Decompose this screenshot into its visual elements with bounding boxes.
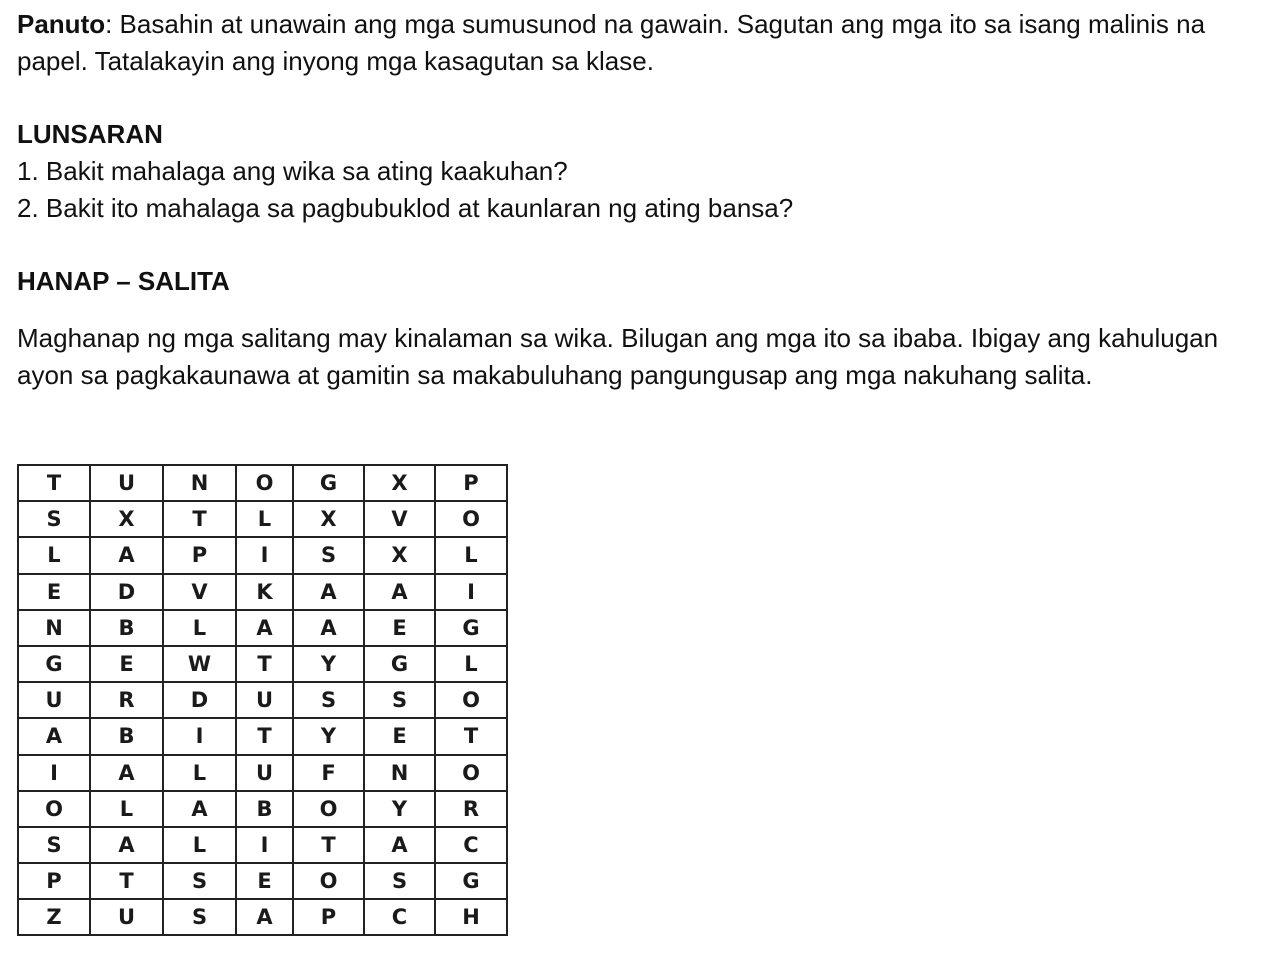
lunsaran-question-list [17,153,1267,227]
grid-cell[interactable]: G [293,465,364,501]
grid-cell[interactable]: B [90,610,163,646]
grid-cell[interactable]: Z [18,899,90,935]
grid-cell[interactable]: I [18,755,90,791]
grid-cell[interactable]: D [163,682,236,718]
grid-cell[interactable]: A [293,574,364,610]
grid-cell[interactable]: A [18,718,90,754]
grid-row [18,465,507,501]
grid-cell[interactable]: T [90,863,163,899]
grid-cell[interactable]: O [293,791,364,827]
grid-cell[interactable]: P [435,465,507,501]
grid-cell[interactable]: B [90,718,163,754]
grid-cell[interactable]: A [364,574,435,610]
instructions-label: Panuto [17,9,106,39]
grid-cell[interactable]: A [364,827,435,863]
grid-cell[interactable]: U [90,899,163,935]
grid-cell[interactable]: Y [364,791,435,827]
grid-cell[interactable]: S [18,827,90,863]
grid-cell[interactable]: U [90,465,163,501]
grid-cell[interactable]: A [90,755,163,791]
grid-cell[interactable]: O [435,682,507,718]
grid-row [18,863,507,899]
grid-cell[interactable]: C [435,827,507,863]
grid-cell[interactable]: T [293,827,364,863]
grid-cell[interactable]: T [163,501,236,537]
grid-row [18,574,507,610]
grid-cell[interactable]: G [18,646,90,682]
grid-row [18,682,507,718]
grid-cell[interactable]: T [236,646,293,682]
grid-cell[interactable]: E [364,718,435,754]
grid-cell[interactable]: L [163,610,236,646]
grid-cell[interactable]: S [293,537,364,573]
grid-cell[interactable]: X [293,501,364,537]
grid-cell[interactable]: P [163,537,236,573]
grid-cell[interactable]: F [293,755,364,791]
grid-cell[interactable]: P [293,899,364,935]
grid-row [18,537,507,573]
grid-cell[interactable]: I [163,718,236,754]
grid-cell[interactable]: S [18,501,90,537]
worksheet-page [17,6,1267,394]
grid-cell[interactable]: T [435,718,507,754]
grid-cell[interactable]: L [18,537,90,573]
grid-cell[interactable]: L [163,755,236,791]
grid-cell[interactable]: A [236,610,293,646]
grid-cell[interactable]: O [236,465,293,501]
grid-row [18,827,507,863]
grid-cell[interactable]: Y [293,718,364,754]
instructions-text: : Basahin at unawain ang mga sumusunod na gawain. Sagutan ang mga ito sa isang malinis na papel. Tatalakayin ang inyong mga kasagutan sa klase. [17,9,1206,76]
grid-cell[interactable]: A [90,537,163,573]
grid-cell[interactable]: Y [293,646,364,682]
word-search-grid-body [18,465,507,935]
hanap-salita-heading: HANAP – SALITA [17,266,230,296]
grid-cell[interactable]: N [163,465,236,501]
grid-cell[interactable]: B [236,791,293,827]
grid-cell[interactable]: W [163,646,236,682]
grid-cell[interactable]: N [18,610,90,646]
grid-cell[interactable]: X [90,501,163,537]
grid-row [18,610,507,646]
grid-cell[interactable]: S [163,899,236,935]
grid-cell[interactable]: K [236,574,293,610]
grid-cell[interactable]: U [236,755,293,791]
grid-cell[interactable]: U [236,682,293,718]
instructions-paragraph [17,6,1267,80]
grid-cell[interactable]: T [236,718,293,754]
grid-cell[interactable]: V [364,501,435,537]
grid-cell[interactable]: X [364,465,435,501]
grid-cell[interactable]: R [90,682,163,718]
grid-cell[interactable]: L [435,646,507,682]
grid-cell[interactable]: O [435,501,507,537]
grid-cell[interactable]: I [236,827,293,863]
word-search-grid [17,464,508,936]
grid-cell[interactable]: L [90,791,163,827]
grid-row [18,646,507,682]
grid-cell[interactable]: S [364,682,435,718]
grid-cell[interactable]: L [163,827,236,863]
grid-row [18,718,507,754]
grid-cell[interactable]: S [163,863,236,899]
grid-row [18,501,507,537]
grid-row [18,755,507,791]
grid-cell[interactable]: R [435,791,507,827]
word-search-grid-wrapper [17,464,508,936]
grid-cell[interactable]: I [236,537,293,573]
grid-cell[interactable]: E [90,646,163,682]
grid-cell[interactable]: U [18,682,90,718]
grid-row [18,791,507,827]
grid-cell[interactable]: E [236,863,293,899]
grid-cell[interactable]: L [236,501,293,537]
grid-cell[interactable]: C [364,899,435,935]
grid-cell[interactable]: E [18,574,90,610]
grid-cell[interactable]: I [435,574,507,610]
grid-cell[interactable]: X [364,537,435,573]
grid-cell[interactable]: G [435,610,507,646]
grid-cell[interactable]: O [18,791,90,827]
grid-cell[interactable]: A [293,610,364,646]
grid-cell[interactable]: V [163,574,236,610]
grid-cell[interactable]: O [293,863,364,899]
grid-cell[interactable]: P [18,863,90,899]
grid-cell[interactable]: S [293,682,364,718]
grid-cell[interactable]: H [435,899,507,935]
grid-cell[interactable]: A [236,899,293,935]
hanap-salita-directions: Maghanap ng mga salitang may kinalaman sa wika. Bilugan ang mga ito sa ibaba. Ibigay ang kahulugan ayon sa pagkakaunawa at gamitin sa makabuluhang pangungusap ang mga nakuhang salita. [17,323,1219,390]
grid-cell[interactable]: N [364,755,435,791]
grid-cell[interactable]: O [435,755,507,791]
grid-cell[interactable]: T [18,465,90,501]
question-item: 1. Bakit mahalaga ang wika sa ating kaakuhan? [17,156,568,186]
grid-cell[interactable]: L [435,537,507,573]
grid-cell[interactable]: G [435,863,507,899]
grid-cell[interactable]: S [364,863,435,899]
grid-cell[interactable]: D [90,574,163,610]
lunsaran-heading: LUNSARAN [17,119,163,149]
grid-cell[interactable]: A [90,827,163,863]
grid-cell[interactable]: E [364,610,435,646]
grid-row [18,899,507,935]
question-item: 2. Bakit ito mahalaga sa pagbubuklod at kaunlaran ng ating bansa? [17,193,794,223]
grid-cell[interactable]: A [163,791,236,827]
grid-cell[interactable]: G [364,646,435,682]
